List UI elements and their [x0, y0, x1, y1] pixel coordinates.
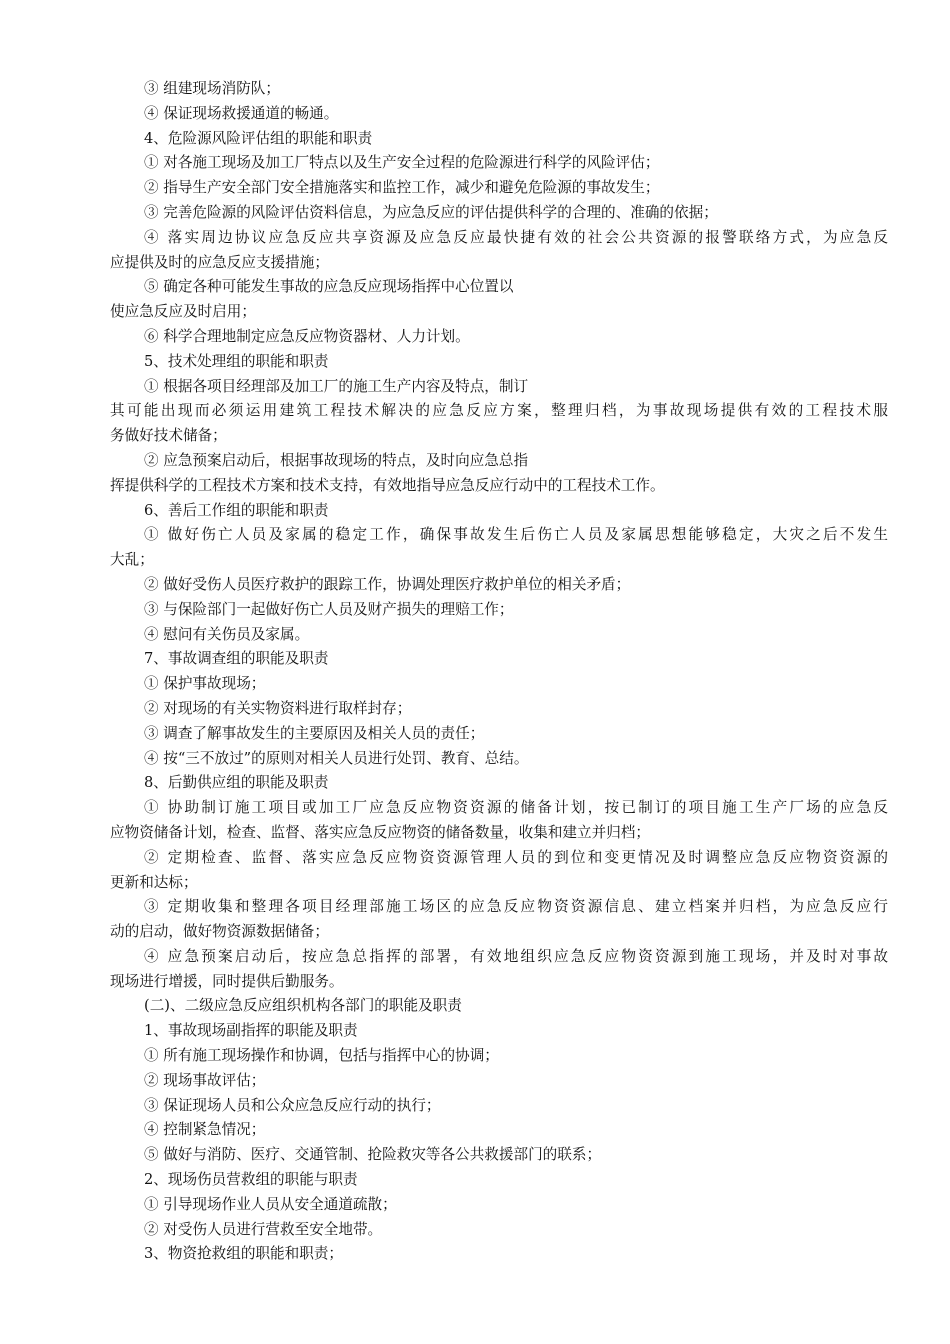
text-line: ④ 控制紧急情况；	[144, 1121, 266, 1139]
text-line: ③ 组建现场消防队；	[144, 80, 280, 97]
text-line: 7、事故调查组的职能及职责	[144, 650, 329, 668]
text-line: ③ 完善危险源的风险评估资料信息，为应急反应的评估提供科学的合理的、准确的依据；	[144, 203, 718, 221]
text-line: ④ 应急预案启动后，按应急总指挥的部署，有效地组织应急反应物资资源到施工现场，并及时对事故	[144, 947, 888, 965]
text-line: ① 对各施工现场及加工厂特点以及生产安全过程的危险源进行科学的风险评估；	[144, 154, 660, 172]
text-line: ② 对现场的有关实物资料进行取样封存；	[144, 699, 412, 717]
text-line: 3、物资抢救组的职能和职责；	[144, 1245, 344, 1263]
text-line: ③ 与保险部门一起做好伤亡人员及财产损失的理赔工作；	[144, 600, 514, 618]
text-line: 使应急反应及时启用；	[110, 303, 256, 321]
text-line: ③ 保证现场人员和公众应急反应行动的执行；	[144, 1096, 441, 1114]
text-line: ④ 保证现场救援通道的畅通。	[144, 104, 339, 122]
text-line: ② 现场事故评估；	[144, 1071, 266, 1089]
text-line: ⑤ 确定各种可能发生事故的应急反应现场指挥中心位置以	[144, 278, 514, 296]
text-line: ① 根据各项目经理部及加工厂的施工生产内容及特点，制订	[144, 377, 529, 395]
text-line: 更新和达标；	[110, 873, 198, 891]
text-line: ① 保护事故现场；	[144, 675, 266, 693]
text-line: 6、善后工作组的职能和职责	[144, 501, 329, 519]
text-line: ⑥ 科学合理地制定应急反应物资器材、人力计划。	[144, 327, 470, 345]
text-line: ③ 调查了解事故发生的主要原因及相关人员的责任；	[144, 724, 485, 742]
text-line: 4、危险源风险评估组的职能和职责	[144, 129, 373, 147]
text-line: ① 做好伤亡人员及家属的稳定工作，确保事故发生后伤亡人员及家属思想能够稳定，大灾之后不发生	[144, 526, 888, 544]
text-line: 动的启动，做好物资源数据储备；	[110, 923, 329, 941]
text-line: 其可能出现而必须运用建筑工程技术解决的应急反应方案，整理归档，为事故现场提供有效的工程技术服	[110, 402, 888, 420]
text-line: 8、后勤供应组的职能及职责	[144, 774, 329, 792]
text-line: ② 定期检查、监督、落实应急反应物资资源管理人员的到位和变更情况及时调整应急反应物资资源的	[144, 848, 888, 866]
text-line: ① 引导现场作业人员从安全通道疏散；	[144, 1195, 397, 1213]
text-line: 现场进行增援，同时提供后勤服务。	[110, 972, 344, 990]
text-line: ② 指导生产安全部门安全措施落实和监控工作，减少和避免危险源的事故发生；	[144, 179, 660, 197]
text-line: ① 协助制订施工项目或加工厂应急反应物资资源的储备计划，按已制订的项目施工生产厂场的应急反	[144, 799, 888, 817]
text-line: 务做好技术储备；	[110, 427, 227, 445]
text-line: 大乱；	[110, 551, 154, 569]
text-line: 5、技术处理组的职能和职责	[144, 352, 329, 370]
text-line: ④ 慰问有关伤员及家属。	[144, 625, 310, 643]
text-line: ④ 按“三不放过”的原则对相关人员进行处罚、教育、总结。	[144, 749, 529, 767]
text-line: ① 所有施工现场操作和协调，包括与指挥中心的协调；	[144, 1047, 499, 1065]
text-line: ③ 定期收集和整理各项目经理部施工场区的应急反应物资资源信息、建立档案并归档，为应急反应行	[144, 898, 888, 916]
text-line: (二)、二级应急反应组织机构各部门的职能及职责	[144, 997, 462, 1015]
text-line: ② 做好受伤人员医疗救护的跟踪工作，协调处理医疗救护单位的相关矛盾；	[144, 575, 631, 593]
text-line: 应提供及时的应急反应支援措施；	[110, 253, 329, 271]
text-line: ② 应急预案启动后，根据事故现场的特点，及时向应急总指	[144, 451, 529, 469]
text-line: ② 对受伤人员进行营救至安全地带。	[144, 1220, 383, 1238]
text-line: 1、事故现场副指挥的职能及职责	[144, 1022, 358, 1040]
text-line: ⑤ 做好与消防、医疗、交通管制、抢险救灾等各公共救援部门的联系；	[144, 1146, 602, 1164]
text-line: 应物资储备计划，检查、监督、落实应急反应物资的储备数量，收集和建立并归档；	[110, 823, 650, 841]
document-body	[110, 77, 888, 1267]
text-line: 挥提供科学的工程技术方案和技术支持，有效地指导应急反应行动中的工程技术工作。	[110, 476, 665, 494]
text-line: 2、现场伤员营救组的职能与职责	[144, 1171, 358, 1189]
document-page	[110, 77, 888, 1267]
text-line: ④ 落实周边协议应急反应共享资源及应急反应最快捷有效的社会公共资源的报警联络方式，为应急反	[144, 228, 888, 246]
